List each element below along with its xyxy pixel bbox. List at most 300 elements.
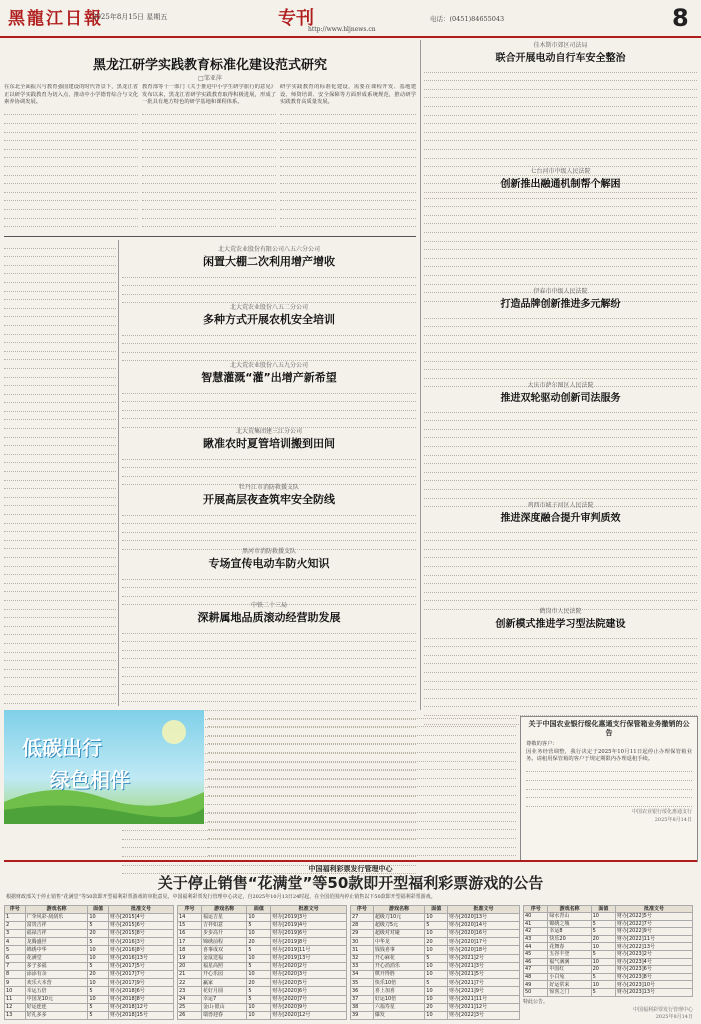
- table-cell: 34: [351, 971, 374, 979]
- table-cell: 财办[2015]4号: [109, 913, 174, 921]
- table-cell: 财办[2021]9号: [448, 987, 520, 995]
- table-row: [178, 954, 347, 962]
- table-cell: 5: [88, 962, 109, 970]
- table-cell: 财办[2022]11号: [616, 935, 693, 943]
- low-carbon-banner: [4, 710, 204, 824]
- table-cell: 中国红: [548, 966, 591, 974]
- main-article-col-1: [4, 84, 138, 232]
- table-cell: 6: [5, 954, 26, 962]
- table-cell: 16: [178, 930, 202, 938]
- banner-line-2: 绿色相伴: [50, 768, 130, 792]
- table-row: [178, 987, 347, 995]
- table-cell: 22: [178, 979, 202, 987]
- table-cell: 49: [524, 981, 548, 989]
- table-cell: 20: [425, 938, 448, 946]
- table-cell: 36: [351, 987, 374, 995]
- table-cell: 中国龙10元: [25, 995, 88, 1003]
- story-headline: 打造品牌创新推进多元解纷: [500, 299, 621, 310]
- table-cell: 5: [247, 921, 271, 929]
- table-row: [5, 962, 174, 970]
- table-cell: 财办[2023]6号: [616, 966, 693, 974]
- table-cell: 财办[2021]2号: [448, 954, 520, 962]
- table-row: [524, 913, 693, 921]
- table-cell: 幸运7: [202, 995, 247, 1003]
- divider: [420, 40, 421, 710]
- table-cell: 5: [5, 946, 26, 954]
- table-cell: 1: [5, 913, 26, 921]
- table-cell: 财办[2019]3号: [271, 913, 347, 921]
- lottery-signature: 中国福利彩票发行管理中心: [632, 1007, 693, 1014]
- table-cell: 龙腾盛世: [25, 938, 88, 946]
- table-cell: 小白兔: [548, 973, 591, 981]
- table-cell: 30: [351, 938, 374, 946]
- table-cell: 好运连连: [25, 1003, 88, 1011]
- table-cell: 20: [247, 938, 271, 946]
- table-cell: 五谷丰登: [548, 951, 591, 959]
- table-header-cell: 序号: [178, 905, 202, 913]
- lottery-notice: [4, 860, 697, 1020]
- table-cell: 48: [524, 973, 548, 981]
- table-cell: 20: [591, 966, 615, 974]
- table-row: [178, 1011, 347, 1019]
- phone-line: 电话：(0451)84655043: [430, 15, 505, 23]
- table-cell: 财办[2022]5号: [616, 913, 693, 921]
- main-article-header: [4, 54, 416, 82]
- table-row: [524, 951, 693, 959]
- table-row: [351, 971, 520, 979]
- table-row: [524, 966, 693, 974]
- main-article-col-3: [280, 84, 416, 232]
- table-cell: 财办[2021]7号: [448, 979, 520, 987]
- table-cell: 锦绣前程: [202, 938, 247, 946]
- right-story-6: [424, 606, 697, 725]
- table-cell: 10: [247, 954, 271, 962]
- table-cell: 44: [524, 943, 548, 951]
- table-cell: 花满堂: [25, 954, 88, 962]
- table-cell: 步步高升: [202, 930, 247, 938]
- story-kicker: 佳木斯市郊区司法局: [533, 42, 588, 49]
- table-cell: 富贵吉祥: [25, 921, 88, 929]
- table-cell: 12: [5, 1003, 26, 1011]
- paragraph: 教育部等十一部门《关于推进中小学生研学旅行的意见》发布以来，黑龙江省研学实践教育取得积极进展，形成了一批具有地方特色的研学基地和课程体系。: [142, 84, 276, 106]
- table-cell: 20: [88, 971, 109, 979]
- table-row: [351, 1011, 520, 1019]
- table-row: [178, 971, 347, 979]
- story-b: [122, 302, 416, 361]
- story-kicker: 北大荒农业股份有限公司八五六分公司: [217, 246, 320, 253]
- table-header-row: [178, 905, 347, 913]
- table-cell: 18: [178, 946, 202, 954]
- table-row: [5, 987, 174, 995]
- table-cell: 财办[2020]13号: [448, 913, 520, 921]
- table-cell: 28: [351, 921, 374, 929]
- story-kicker: 大庆市萨尔图区人民法院: [527, 382, 594, 389]
- table-cell: 超级刀5元: [373, 921, 424, 929]
- table-cell: 5: [425, 979, 448, 987]
- main-article-byline: □邹亚萍: [198, 75, 222, 82]
- main-article-title: 黑龙江研学实践教育标准化建设范式研究: [92, 58, 327, 73]
- table-cell: 喜事成双: [202, 946, 247, 954]
- table-cell: 20: [591, 935, 615, 943]
- table-cell: 财办[2023]2号: [616, 951, 693, 959]
- table-cell: 15: [178, 921, 202, 929]
- story-c: [122, 360, 416, 428]
- table-cell: 39: [351, 1011, 374, 1019]
- table-row: [351, 1003, 520, 1011]
- lottery-issuer: 中国福利彩票发行管理中心: [308, 865, 393, 873]
- table-cell: 40: [524, 913, 548, 921]
- table-cell: 添添有余: [25, 971, 88, 979]
- right-story-4: [424, 380, 697, 507]
- table-row: [178, 921, 347, 929]
- table-row: [5, 979, 174, 987]
- table-cell: 财办[2020]12号: [271, 1011, 347, 1019]
- table-row: [5, 921, 174, 929]
- table-cell: 5: [591, 928, 615, 936]
- masthead: [0, 0, 701, 38]
- table-cell: 财办[2020]7号: [271, 995, 347, 1003]
- table-cell: 财办[2021]3号: [448, 962, 520, 970]
- table-cell: 45: [524, 951, 548, 959]
- table-header-cell: 游戏名称: [25, 905, 88, 913]
- lottery-note: 特此公告。: [523, 998, 549, 1005]
- table-cell: 7: [5, 962, 26, 970]
- story-headline: 专场宣传电动车防火知识: [208, 557, 330, 570]
- table-cell: 35: [351, 979, 374, 987]
- table-cell: 10: [425, 930, 448, 938]
- table-row: [524, 928, 693, 936]
- table-cell: 37: [351, 995, 374, 1003]
- table-cell: 财办[2018]8号: [109, 995, 174, 1003]
- table-header-cell: 批准文号: [448, 905, 520, 913]
- table-cell: 5: [247, 946, 271, 954]
- table-cell: 财办[2018]6号: [109, 987, 174, 995]
- table-cell: 5: [88, 921, 109, 929]
- story-continuation: [208, 710, 516, 856]
- table-row: [5, 1011, 174, 1019]
- table-cell: 10: [591, 913, 615, 921]
- table-cell: 财办[2017]5号: [109, 962, 174, 970]
- table-cell: 财办[2023]8号: [616, 973, 693, 981]
- divider: [118, 240, 119, 706]
- table-cell: 财办[2022]7号: [616, 920, 693, 928]
- story-a: [122, 244, 416, 303]
- right-story-2: [424, 166, 697, 302]
- table-cell: 好运10倍: [373, 995, 424, 1003]
- table-cell: 幸运8: [548, 928, 591, 936]
- lottery-table: [350, 905, 520, 1021]
- table-cell: 福气满满: [548, 958, 591, 966]
- table-cell: 开心乐园: [202, 971, 247, 979]
- table-header-row: [524, 905, 693, 913]
- table-cell: 快乐10倍: [373, 979, 424, 987]
- table-cell: 47: [524, 966, 548, 974]
- table-cell: 5: [88, 938, 109, 946]
- story-headline: 深耕属地品质滚动经营助发展: [197, 611, 341, 624]
- table-row: [178, 930, 347, 938]
- table-cell: 财办[2021]11号: [448, 995, 520, 1003]
- table-cell: 5: [88, 987, 109, 995]
- table-cell: 10: [425, 987, 448, 995]
- table-cell: 福运吉星: [202, 913, 247, 921]
- table-cell: 惊喜之门: [548, 989, 591, 997]
- table-cell: 超级刀10元: [373, 913, 424, 921]
- table-cell: 20: [247, 979, 271, 987]
- table-cell: 10: [425, 946, 448, 954]
- table-cell: 23: [178, 987, 202, 995]
- table-row: [351, 995, 520, 1003]
- table-row: [524, 973, 693, 981]
- table-cell: 14: [178, 913, 202, 921]
- table-cell: 财办[2020]16号: [448, 930, 520, 938]
- table-row: [351, 987, 520, 995]
- lottery-date: 2025年8月14日: [655, 1014, 693, 1021]
- table-cell: 金鼠送福: [202, 954, 247, 962]
- table-row: [178, 979, 347, 987]
- table-cell: 瑞兽迎春: [202, 1011, 247, 1019]
- issue-date: 2025年8月15日 星期五: [92, 13, 168, 21]
- page-number: 8: [672, 4, 689, 32]
- story-kicker: 北大荒集团建三江分公司: [235, 428, 302, 435]
- table-cell: 爆发: [373, 1011, 424, 1019]
- table-cell: 10: [591, 981, 615, 989]
- table-cell: 10: [425, 913, 448, 921]
- table-cell: 财办[2020]6号: [271, 987, 347, 995]
- table-cell: 吉祥如意: [202, 921, 247, 929]
- table-row: [5, 1003, 174, 1011]
- table-cell: 5: [88, 1003, 109, 1011]
- paragraph: 研学实践教育的标准化建设，需要在课程开发、基地建设、师资培训、安全保障等方面形成系统规范，推动研学实践教育高质量发展。: [280, 84, 416, 106]
- table-cell: 多子多福: [25, 962, 88, 970]
- table-cell: 5: [425, 954, 448, 962]
- divider: [4, 236, 416, 237]
- table-cell: 好运常来: [548, 981, 591, 989]
- table-row: [524, 920, 693, 928]
- table-cell: 开心麻花: [373, 954, 424, 962]
- table-cell: 好礼多多: [25, 1011, 88, 1019]
- table-row: [351, 979, 520, 987]
- table-cell: 43: [524, 935, 548, 943]
- table-cell: 开心消消乐: [373, 962, 424, 970]
- table-cell: 5: [591, 989, 615, 997]
- table-cell: 财办[2020]14号: [448, 921, 520, 929]
- table-row: [524, 935, 693, 943]
- table-row: [351, 962, 520, 970]
- story-headline: 推进深度融合提升审判质效: [500, 513, 621, 524]
- bank-notice: [520, 716, 698, 862]
- table-cell: 财办[2020]2号: [271, 962, 347, 970]
- table-row: [5, 938, 174, 946]
- table-cell: 财办[2019]4号: [271, 921, 347, 929]
- table-header-row: [5, 905, 174, 913]
- story-headline: 推进双轮驱动创新司法服务: [500, 393, 621, 404]
- table-cell: 5: [247, 962, 271, 970]
- table-cell: 10: [88, 979, 109, 987]
- table-cell: 11: [5, 995, 26, 1003]
- notice-date: 2025年8月14日: [654, 816, 692, 823]
- story-kicker: 伊春市中级人民法院: [533, 288, 588, 295]
- lottery-table: [523, 905, 693, 997]
- table-cell: 24: [178, 995, 202, 1003]
- table-cell: 财办[2021]12号: [448, 1003, 520, 1011]
- table-cell: 财办[2022]9号: [616, 928, 693, 936]
- table-cell: 5: [591, 951, 615, 959]
- table-cell: 财办[2016]8号: [109, 946, 174, 954]
- story-kicker: 鸡西市城子河区人民法院: [527, 502, 594, 509]
- table-row: [351, 954, 520, 962]
- story-kicker: 鹤岗市人民法院: [539, 608, 582, 615]
- table-cell: 5: [591, 920, 615, 928]
- table-header-cell: 批准文号: [616, 905, 693, 913]
- table-row: [524, 958, 693, 966]
- story-kicker: 北大荒农业股份八五二分公司: [229, 304, 308, 311]
- table-cell: 5: [247, 987, 271, 995]
- lottery-table: [4, 905, 174, 1021]
- main-article-col-2: [142, 84, 276, 232]
- story-headline: 创新推出融通机制帮个解困: [500, 179, 621, 190]
- table-cell: 10: [88, 946, 109, 954]
- story-kicker: 中铁二十三局: [250, 602, 287, 609]
- table-cell: 财办[2019]8号: [271, 938, 347, 946]
- right-story-5: [424, 500, 697, 610]
- table-cell: 财办[2017]7号: [109, 971, 174, 979]
- table-row: [351, 913, 520, 921]
- table-cell: 赢家: [202, 979, 247, 987]
- story-headline: 闲置大棚二次利用增产增收: [203, 255, 335, 268]
- table-header-cell: 游戏名称: [373, 905, 424, 913]
- table-row: [351, 946, 520, 954]
- table-cell: 10: [247, 930, 271, 938]
- table-cell: 29: [351, 930, 374, 938]
- table-cell: 幸运五倍: [25, 987, 88, 995]
- table-cell: 13: [5, 1011, 26, 1019]
- table-cell: 3: [5, 930, 26, 938]
- table-cell: 财办[2023]10号: [616, 981, 693, 989]
- table-row: [5, 954, 174, 962]
- table-row: [178, 995, 347, 1003]
- table-cell: 财办[2016]3号: [109, 938, 174, 946]
- table-row: [178, 938, 347, 946]
- table-cell: 10: [425, 1011, 448, 1019]
- notice-body: 因业务经营调整，我行决定于2025年10月11日起停止办理保管箱业务。请租用保管箱的客户于规定期限内办理退租手续。: [526, 748, 692, 763]
- table-row: [178, 946, 347, 954]
- table-cell: 10: [247, 971, 271, 979]
- table-cell: 福禄吉祥: [25, 930, 88, 938]
- table-header-cell: 游戏名称: [202, 905, 247, 913]
- table-cell: 财办[2017]9号: [109, 979, 174, 987]
- table-cell: 38: [351, 1003, 374, 1011]
- table-header-cell: 面值: [247, 905, 271, 913]
- table-header-cell: 批准文号: [109, 905, 174, 913]
- table-row: [351, 938, 520, 946]
- table-cell: 10: [591, 943, 615, 951]
- table-cell: 金山·银山: [202, 1003, 247, 1011]
- table-header-cell: 面值: [425, 905, 448, 913]
- table-cell: 财办[2019]6号: [271, 930, 347, 938]
- notice-signature: 中国农业银行绥化惠通支行: [631, 808, 692, 815]
- table-cell: 财办[2015]8号: [109, 930, 174, 938]
- table-cell: 27: [351, 913, 374, 921]
- story-kicker: 北大荒农业股份八五九分公司: [229, 362, 308, 369]
- table-cell: 20: [425, 1003, 448, 1011]
- table-cell: 财办[2015]6号: [109, 921, 174, 929]
- table-row: [178, 962, 347, 970]
- table-row: [351, 930, 520, 938]
- story-d: [122, 426, 416, 485]
- lottery-intro: 根据财政部关于停止销售“花满堂”等50款即开型福利彩票游戏的审批意见，中国福利彩票发行管理中心决定，自2025年10月13日24时起，在全国范围内停止销售以下50款即开型福利彩票游戏。: [6, 894, 436, 900]
- table-cell: 10: [88, 995, 109, 1003]
- table-cell: 花舞春: [548, 943, 591, 951]
- table-cell: 财办[2018]15号: [109, 1011, 174, 1019]
- table-row: [5, 946, 174, 954]
- table-cell: 广伞风彩·刮刮乐: [25, 913, 88, 921]
- table-cell: 10: [247, 1003, 271, 1011]
- paragraph: 在东北全面振兴与教育强国建设的时代背景下，黑龙江省正以研学实践教育为切入点，推动中小学德育综合与文化素养协调发展。: [4, 84, 138, 106]
- table-cell: 财办[2020]5号: [271, 979, 347, 987]
- table-cell: 5: [591, 973, 615, 981]
- table-header-cell: 面值: [591, 905, 615, 913]
- story-headline: 智慧灌溉“灌”出增产新希望: [201, 371, 337, 384]
- table-row: [5, 971, 174, 979]
- table-cell: 10: [247, 1011, 271, 1019]
- table-row: [524, 989, 693, 997]
- table-cell: 10: [591, 958, 615, 966]
- table-cell: 欢乐大本营: [25, 979, 88, 987]
- table-cell: 财办[2023]4号: [616, 958, 693, 966]
- table-header-cell: 批准文号: [271, 905, 347, 913]
- table-cell: 41: [524, 920, 548, 928]
- story-headline: 联合开展电动自行车安全整治: [495, 53, 626, 64]
- table-header-row: [351, 905, 520, 913]
- table-cell: 10: [88, 913, 109, 921]
- table-cell: 5: [247, 995, 271, 1003]
- lottery-tables: [4, 905, 697, 1021]
- table-cell: 钱钱喜事: [373, 946, 424, 954]
- table-cell: 10: [5, 987, 26, 995]
- left-news-column: [4, 240, 116, 706]
- table-row: [178, 913, 347, 921]
- table-cell: 10: [88, 954, 109, 962]
- story-kicker: 黑河市消防救援支队: [241, 548, 296, 555]
- table-header-cell: 序号: [351, 905, 374, 913]
- table-row: [524, 981, 693, 989]
- table-cell: 4: [5, 938, 26, 946]
- table-cell: 25: [178, 1003, 202, 1011]
- table-cell: 10: [425, 962, 448, 970]
- table-header-cell: 面值: [88, 905, 109, 913]
- table-cell: 锦绣中华: [25, 946, 88, 954]
- table-cell: 财办[2020]17号: [448, 938, 520, 946]
- table-cell: 33: [351, 962, 374, 970]
- table-cell: 10: [247, 913, 271, 921]
- table-row: [178, 1003, 347, 1011]
- story-headline: 多种方式开展农机安全培训: [203, 313, 335, 326]
- table-row: [351, 921, 520, 929]
- table-cell: 花好月圆: [202, 987, 247, 995]
- table-cell: 26: [178, 1011, 202, 1019]
- table-cell: 锦绣之城: [548, 920, 591, 928]
- table-cell: 财办[2020]9号: [271, 1003, 347, 1011]
- table-cell: 10: [425, 971, 448, 979]
- table-cell: 财办[2019]11号: [271, 946, 347, 954]
- table-cell: 财办[2023]13号: [616, 989, 693, 997]
- table-row: [5, 930, 174, 938]
- table-cell: 财办[2021]5号: [448, 971, 520, 979]
- right-story-3: [424, 286, 697, 387]
- table-cell: 财办[2022]3号: [448, 1011, 520, 1019]
- table-cell: 棋开得胜: [373, 971, 424, 979]
- story-headline: 创新模式推进学习型法院建设: [495, 619, 626, 630]
